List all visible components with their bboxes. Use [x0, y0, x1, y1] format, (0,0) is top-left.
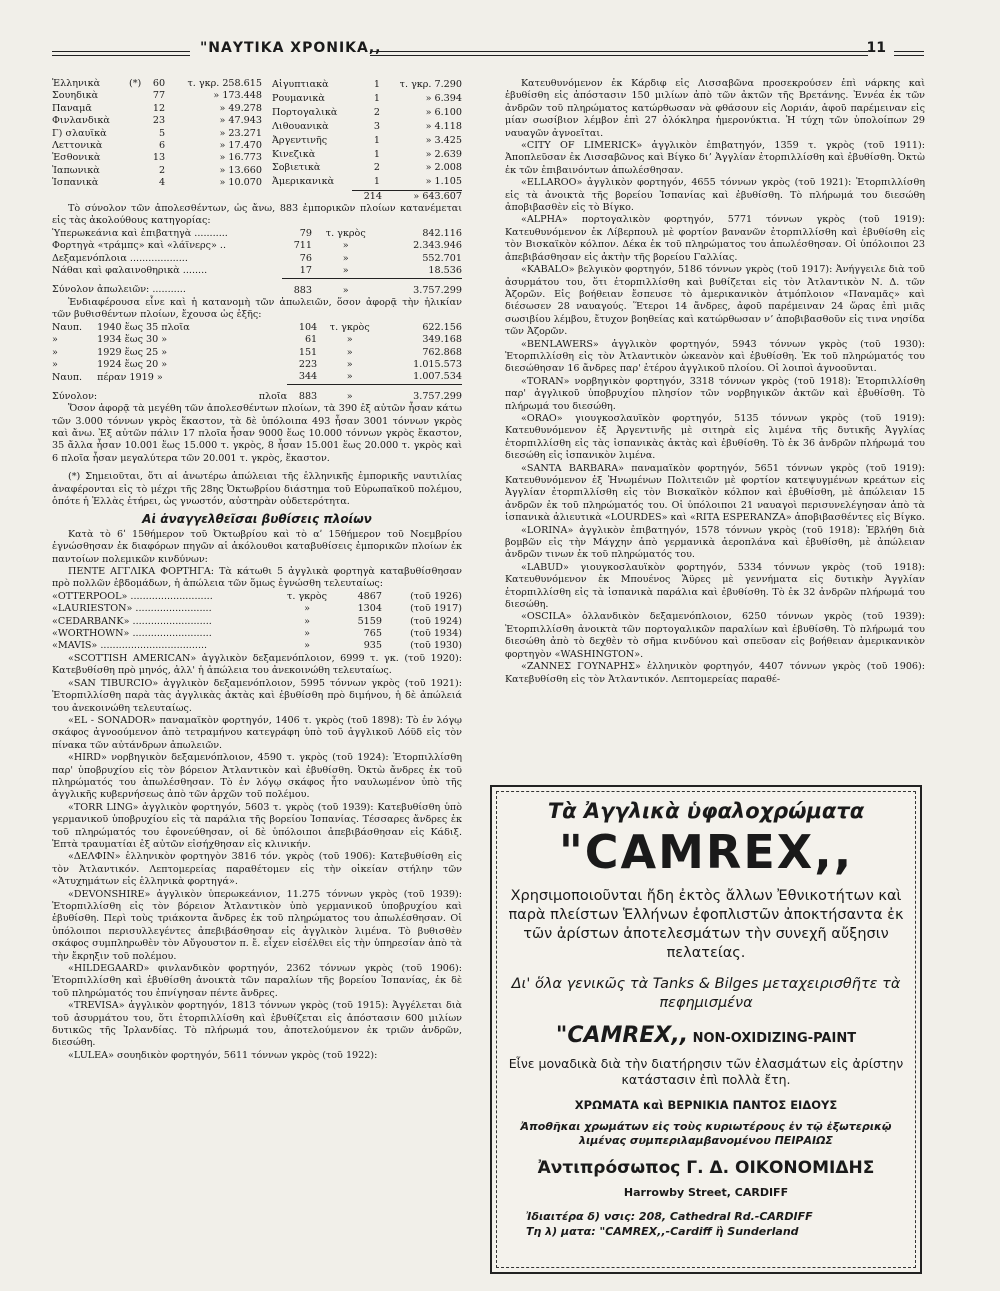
table-cell: 622.156	[422, 321, 462, 333]
table-cell: Ναυπ.	[52, 321, 83, 333]
table-cell: Ἀμερικανικὰ	[272, 176, 335, 188]
table-cell: »	[346, 358, 353, 370]
table-row	[52, 384, 462, 403]
table-cell: 17	[299, 265, 312, 277]
paragraph: Ὅσον ἀφορᾷ τὰ μεγέθη τῶν ἀπολεσθέντων πλοίων, τὰ 390 ἐξ αὐτῶν ἦσαν κάτω τῶν 3.000 τόννων γκρὸς ἕκαστον, τὰ δὲ ὑπόλοιπα 493 ἦσαν 3001 τόννων γκρὸς καὶ ἄνω. Ἐξ αὐτῶν πάλιν 17 πλοῖα ἦσαν 9000 ἕως 10.000 τόννων γκρὸς ἕκαστον, 35 ἄλλα ἦσαν 10.001 ἕως 15.000 τ. γκρὸς, 8 ἦσαν 15.001 ἕως 20.000 τ. γκρὸς καὶ 6 πλοῖα ἦσαν μεγαλύτερα τῶν 20.001 τ. γκρὸς, ἕκαστον.	[52, 403, 462, 464]
table-row	[272, 162, 462, 176]
table-cell: Γ) σλαυϊκὰ	[52, 127, 107, 139]
table-cell: τ. γκρ. 258.615	[187, 78, 262, 89]
table-cell: » 16.773	[219, 152, 262, 164]
table-cell: »	[52, 346, 58, 358]
table-cell: 1934 ἕως 30 »	[97, 334, 168, 346]
paragraph: Κατὰ τὸ 6ʹ 15θήμερον τοῦ Ὀκτωβρίου καὶ τὸ αʹ 15θήμερον τοῦ Νοεμβρίου ἐγνώσθησαν ἐκ διαφόρων πηγῶν αἱ ἀκόλουθοι καταβυθίσεις ἐμπορικῶν πλοίων ἐκ παντοίων πολεμικῶν κινδύνων:	[52, 528, 462, 565]
ad-contact	[506, 1209, 906, 1239]
page-title: "ΝΑΥΤΙΚΑ ΧΡΟΝΙΚΑ,,	[200, 40, 382, 56]
table-cell: «LAURIESTON» .........................	[52, 603, 212, 615]
article-paragraph: «TORAN» νορβηγικὸν φορτηγόν, 3318 τόννων γκρὸς (τοῦ 1918): Ἐτορπιλλίσθη παρ' ἀγγλικοῦ ὑποβρυχίου πλησίον τῶν νορβηγικῶν ἀκτῶν καὶ ἐβυθίσθη. Τὸ πλήρωμά του διεσώθη.	[505, 375, 925, 412]
table-cell: 1.015.573	[413, 358, 462, 370]
table-cell: Φορτηγὰ «τράμπς» καὶ «λάϊνερς» ..	[52, 240, 227, 252]
table-cell: Παναμᾶ	[52, 102, 92, 114]
table-cell: 77	[152, 90, 166, 102]
table-row	[52, 103, 262, 115]
table-cell: 13	[152, 152, 166, 164]
table-cell: (τοῦ 1917)	[410, 603, 462, 615]
table-cell: Ἱσπανικὰ	[52, 177, 99, 189]
table-cell: 883	[287, 384, 317, 403]
table-cell: 18.536	[428, 265, 462, 277]
table-cell	[127, 152, 143, 164]
ad-representative: Ἀντιπρόσωπος Γ. Δ. ΟΙΚΟΝΟΜΙΔΗΣ	[537, 1158, 875, 1178]
table-cell: τ. γκρ. 7.290	[399, 78, 462, 90]
table-cell: 6	[159, 140, 166, 152]
table-cell: »	[304, 603, 310, 615]
ad-office: Ἰδιαιτέρα δ) νσις: 208, Cathedral Rd.-CARDIFF	[526, 1210, 813, 1223]
table-row	[52, 371, 462, 384]
table-cell: 1304	[357, 603, 382, 615]
table-cell: » 6.100	[425, 106, 462, 118]
header-rule-right	[894, 51, 924, 56]
table-cell: Ἀργεντινῆς	[272, 134, 328, 146]
table-cell	[127, 115, 143, 127]
table-cell	[127, 140, 143, 152]
table-cell	[127, 90, 143, 102]
table-cell: πέραν 1919 »	[97, 371, 163, 383]
article-paragraph: «EL - SONADOR» παναμαϊκὸν φορτηγόν, 1406 τ. γκρὸς (τοῦ 1898): Τὸ ἐν λόγῳ σκάφος ἀγνοούμενον ἀπὸ τετραμήνου κατεγράφη ὑπὸ τοῦ ἀγγλικοῦ Λόϋδ εἰς τὸν πίνακα τῶν αὐτάνδρων ἀπωλειῶν.	[52, 714, 462, 751]
table-cell: 1	[373, 78, 380, 90]
nations-total	[52, 190, 462, 203]
ad-address: Harrowby Street, CARDIFF	[623, 1186, 789, 1199]
table-cell: 2	[159, 164, 166, 176]
ad-brand: "CAMREX,,	[558, 825, 854, 879]
nations-table-right	[272, 78, 462, 190]
table-cell: »	[304, 640, 310, 652]
table-cell: 1929 ἕως 25 »	[97, 346, 168, 358]
header-rule-left	[52, 51, 190, 56]
article-paragraph: «LABUD» γιουγκοσλαυϊκὸν φορτηγόν, 5334 τόννων γκρὸς (τοῦ 1918): Κατευθυνόμενον ἐκ Μπουένος Ἄϋρες μὲ γεννήματα εἰς δυτικὴν Ἀγγλίαν ἐτορπιλλίσθη εἰς τὰ ἱσπανικὰ παράλια καὶ ἐβυθίσθη. Τὸ ἐκ 32 ἀνδρῶν πλήρωμά του διεσώθη.	[505, 561, 925, 611]
table-cell: »	[52, 334, 58, 346]
table-cell	[127, 165, 143, 177]
paragraph: ΠΕΝΤΕ ΑΓΓΛΙΚΑ ΦΟΡΤΗΓΑ: Τὰ κάτωθι 5 ἀγγλικὰ φορτηγὰ καταβυθίσθησαν πρὸ πολλῶν ἑβδομάδων, ἡ ἀπώλεια τῶν ὅμως ἐγνώσθη τελευταίως:	[52, 566, 462, 590]
table-cell: 5	[159, 127, 166, 139]
table-cell: » 6.394	[425, 92, 462, 104]
ad-text: Εἶνε μοναδικὰ διὰ τὴν διατήρησιν τῶν ἐλασμάτων εἰς ἀρίστην κατάστασιν ἐπὶ πολλὰ ἔτη.	[508, 1056, 904, 1087]
article-paragraph: «LULEA» σουηδικὸν φορτηγόν, 5611 τόννων γκρὸς (τοῦ 1922):	[68, 1049, 378, 1061]
table-cell: 4867	[357, 590, 382, 602]
right-articles	[505, 78, 925, 686]
table-cell: Ὑπερωκεάνια καὶ ἐπιβατηγὰ ...........	[52, 227, 228, 239]
table-cell: »	[342, 265, 349, 277]
table-row	[272, 78, 462, 92]
nations-table-left	[52, 78, 262, 190]
article-paragraph: «BENLAWERS» ἀγγλικὸν φορτηγόν, 5943 τόννων γκρὸς (τοῦ 1930): Ἐτορπιλλίσθη εἰς τὸν Ἀτλαντικὸν ὠκεανὸν καὶ ἐβυθίσθη. Ἐκ τοῦ πληρώματός του διεσώθησαν 16 ἄνδρες παρ' ἑτέρου ἀγγλικοῦ πλοίου. Οἱ λοιποὶ ἀγνοοῦνται.	[505, 338, 925, 375]
categories-table	[52, 228, 462, 297]
table-cell: 1	[373, 148, 380, 160]
table-cell: 711	[293, 240, 312, 252]
table-cell: (τοῦ 1926)	[410, 590, 462, 602]
article-paragraph: «ELLAROO» ἀγγλικὸν φορτηγόν, 4655 τόννων γκρὸς (τοῦ 1921): Ἐτορπιλλίσθη εἰς τὰ ἀνοικτὰ τῆς βορείου Ἱσπανίας καὶ ἐβυθίσθη. Τὸ πλήρωμά του διεσώθη ἀποβιβασθὲν εἰς τὸ Βίγκο.	[505, 177, 925, 214]
table-cell: 79	[299, 227, 312, 239]
table-cell: »	[346, 346, 353, 358]
right-column	[505, 78, 925, 778]
ad-product-type: NON-OXIDIZING-PAINT	[688, 1031, 857, 1046]
table-cell: Λεττονικὰ	[52, 140, 103, 152]
article-paragraph: «SCOTTISH AMERICAN» ἀγγλικὸν δεξαμενόπλοιον, 6999 τ. γκ. (τοῦ 1920): Κατεβυθίσθη πρὸ μηνός, ἀλλ' ἡ ἀπώλεια του ἀνεκοινώθη τελευταίως.	[52, 652, 462, 677]
table-cell: Αἰγυπτιακὰ	[272, 78, 329, 90]
table-cell: 762.868	[422, 346, 462, 358]
table-row	[52, 177, 262, 189]
paragraph: Τὸ σύνολον τῶν ἀπολεσθέντων, ὡς ἄνω, 883 ἐμπορικῶν πλοίων κατανέμεται εἰς τὰς ἀκολούθους κατηγορίας:	[52, 203, 462, 227]
table-cell: » 1.105	[425, 176, 462, 188]
table-cell: «CEDARBANK» ..........................	[52, 615, 212, 627]
article-paragraph: «ORAO» γιουγκοσλαυϊκὸν φορτηγόν, 5135 τόννων γκρὸς (τοῦ 1919): Κατευθυνόμενον ἐξ Ἀργεντινῆς μὲ σιτηρὰ εἰς λιμένα τῆς δυτικῆς Ἀγγλίας ἐτορπιλλίσθη εἰς τὰς ἱσπανικὰς ἀκτὰς καὶ ἐβυθίσθη. Τὸ ἐκ 36 ἀνδρῶν πλήρωμά του διεσώθη εἰς ἱσπανικὸν λιμένα.	[505, 412, 925, 462]
article-paragraph: «ΖΑΝΝΕΣ ΓΟΥΝΑΡΗΣ» ἑλληνικὸν φορτηγόν, 4407 τόννων γκρὸς (τοῦ 1906): Κατεβυθίσθη εἰς τὸν Ἀτλαντικόν. Λεπτομερείας παραθέ-	[505, 661, 925, 685]
table-cell: 935	[363, 640, 382, 652]
table-cell: » 49.278	[219, 102, 262, 114]
table-cell	[127, 103, 143, 115]
table-cell: Λιθουανικὰ	[272, 120, 329, 132]
table-cell	[127, 177, 143, 189]
table-cell: Σύνολον:	[52, 390, 98, 402]
table-cell: Νάθαι καὶ φαλαινοθηρικὰ ........	[52, 265, 208, 277]
table-cell: Ναυπ.	[52, 371, 83, 383]
table-cell: 552.701	[422, 252, 462, 264]
table-cell: » 2.639	[425, 148, 462, 160]
table-row	[52, 78, 262, 90]
table-cell: 1924 ἕως 20 »	[97, 358, 168, 370]
ad-content	[506, 793, 906, 1239]
camrex-advertisement	[490, 785, 922, 1274]
ad-product	[506, 1023, 906, 1048]
article-paragraph: Κατευθυνόμενον ἐκ Κάρδιφ εἰς Λισσαβῶνα προσεκρούσεν ἐπὶ νάρκης καὶ ἐβυθίσθη εἰς ἀπόστασιν 150 μιλίων ἀπὸ τῶν ἀκτῶν τῆς Βρετάνης. Ἐννέα ἐκ τῶν ἀνδρῶν τοῦ πληρώματος κατώρθωσαν νὰ φθάσουν εἰς Λοριάν, ἀφοῦ παρέμειναν εἰς μίαν σωσίβιον λέμβον ἐπὶ 27 ὁλόκληρα ἡμερονύκτια. Ἡ τύχη τῶν ὑπολοίπων 29 ναυαγῶν ἀγνοεῖται.	[505, 78, 925, 139]
table-cell: 1	[373, 92, 380, 104]
article-paragraph: «CITY OF LIMERICK» ἀγγλικὸν ἐπιβατηγόν, 1359 τ. γκρὸς (τοῦ 1911): Ἀποπλεῦσαν ἐκ Λισσαβῶνος καὶ Βίγκο διʼ Ἀγγλίαν ἐτορπιλλίσθη καὶ ἐβυθίσθη. Ὀκτὼ ἐκ τῶν ἐπιβαινόντων ἀπωλέσθησαν.	[505, 140, 925, 176]
table-cell: »	[346, 334, 353, 346]
table-cell: 3.757.299	[382, 384, 462, 403]
table-cell: 4	[159, 177, 166, 189]
table-row	[52, 591, 462, 603]
table-cell: 104	[298, 321, 318, 333]
table-cell: »	[342, 240, 349, 252]
ad-telegrams: Τη λ) ματα: "CAMREX,,-Cardiff ἢ Sunderland	[526, 1225, 799, 1238]
table-cell: » 13.660	[219, 164, 262, 176]
table-cell: 883	[282, 278, 312, 297]
table-cell: Κινεζικὰ	[272, 148, 316, 160]
header-rule-middle	[370, 51, 868, 56]
left-column	[52, 78, 462, 1062]
table-cell: » 2.008	[425, 162, 462, 174]
table-row	[272, 92, 462, 106]
table-row	[52, 90, 262, 102]
ad-text: ΧΡΩΜΑΤΑ καὶ ΒΕΡΝΙΚΙΑ ΠΑΝΤΟΣ ΕΙΔΟΥΣ	[574, 1098, 838, 1112]
table-cell: τ. γκρὸς	[287, 590, 327, 602]
table-cell: 5159	[357, 615, 382, 627]
table-row	[52, 140, 262, 152]
table-cell: 1940 ἕως 35 πλοῖα	[97, 321, 190, 333]
table-cell: 344	[298, 371, 318, 383]
table-cell: (τοῦ 1930)	[410, 640, 462, 652]
table-cell: »	[317, 384, 382, 403]
table-row	[272, 148, 462, 162]
table-cell: Σοβιετικὰ	[272, 162, 321, 174]
table-cell: » 47.943	[219, 115, 262, 127]
table-cell: » 173.448	[213, 90, 262, 102]
table-cell: »	[304, 628, 310, 640]
ages-table	[52, 322, 462, 403]
table-cell: 1	[373, 134, 380, 146]
table-cell: 1	[373, 176, 380, 188]
table-cell: Φινλανδικὰ	[52, 115, 110, 127]
article-paragraph: «OSCILA» ὁλλανδικὸν δεξαμενόπλοιον, 6250 τόννων γκρὸς (τοῦ 1939): Ἐτορπιλλίσθη ἀνοικτὰ τῶν πορτογαλικῶν παραλίων καὶ ἐβυθίσθη. Τὸ πλήρωμά του διεσώθη ἀπὸ τὸ δεχθὲν τὸ σῆμα κινδύνου καὶ σπεῦσαν εἰς βοήθειαν ἀμερικανικὸν φορτηγὸν «WASHINGTON».	[505, 611, 925, 660]
page-header	[52, 40, 924, 64]
ad-product-brand: "CAMREX,,	[555, 1023, 689, 1048]
table-row	[52, 152, 262, 164]
article-paragraph: «DEVONSHIRE» ἀγγλικὸν ὑπερωκεάνιον, 11.275 τόννων γκρὸς (τοῦ 1939): Ἐτορπιλλίσθη εἰς τὸν βόρειον Ἀτλαντικὸν ὑπὸ γερμανικοῦ ὑποβρυχίου καὶ ἐβυθίσθη. Περὶ τοὺς τριάκοντα ἄνδρες ἐκ τοῦ πληρώματος του ἀπωλέσθησαν. Οἱ ὑπόλοιποι περισυλλεγέντες ἀπεβιβάσθησαν εἰς ἀγγλικὸν λιμένα. Τὸ βυθισθὲν σκάφος συμπληρωθὲν τὸν Αὔγουστον π. ἔ. εἶχεν εἰσέλθει εἰς τὴν ὑπηρεσίαν ἀπὸ τὰ τὴν ἔκρηξιν τοῦ πολέμου.	[52, 888, 462, 962]
table-cell: 23	[152, 115, 166, 127]
article-paragraph: «HIRD» νορβηγικὸν δεξαμενόπλοιον, 4590 τ. γκρὸς (τοῦ 1924): Ἐτορπιλλίσθη παρ' ὑποβρυχίου εἰς τὸν βόρειον Ἀτλαντικὸν καὶ ἐβυθίσθη. Ὀκτὼ ἄνδρες ἐκ τοῦ πληρώματός του ἀπωλέσθησαν. Τὸ ἐν λόγῳ σκάφος ἦτο ναυλωμένον ὑπὸ τῆς ἀγγλικῆς κυβερνήσεως ἀπὸ τῶν ἀρχῶν τοῦ πολέμου.	[52, 752, 462, 801]
article-paragraph: «TREVISA» ἀγγλικὸν φορτηγόν, 1813 τόννων γκρὸς (τοῦ 1915): Ἀγγέλεται διὰ τοῦ ἀσυρμάτου του, ὅτι ἐτορπιλλίσθη καὶ ἐβυθίζεται εἰς ἀπόστασιν 600 μιλίων δυτικῶς τῆς Ἰρλανδίας. Τὸ πλήρωμά του, ἀποτελούμενον ἐκ τριῶν ἀνδρῶν, διεσώθη.	[52, 1000, 462, 1049]
table-cell: 2	[373, 106, 380, 118]
table-cell: πλοῖα	[258, 390, 288, 402]
footnote: (*) Σημειοῦται, ὅτι αἱ ἀνωτέρω ἀπώλειαι τῆς ἑλληνικῆς ἐμπορικῆς ναυτιλίας ἀναφέρονται εἰς τὸ μέχρι τῆς 28ης Ὀκτωβρίου διάστημα τοῦ Εὐρωπαϊκοῦ πολέμου, ὁπότε ἡ Ἑλλὰς ἐτήρει, ὡς γνωστόν, αὐστηρὰν οὐδετερότητα.	[52, 471, 462, 507]
table-row	[272, 176, 462, 190]
table-cell: » 10.070	[219, 177, 262, 189]
table-cell: (*)	[129, 78, 142, 89]
article-paragraph: «ΔΕΛΦΙΝ» ἑλληνικὸν φορτηγὸν 3816 τόν. γκρὸς (τοῦ 1906): Κατεβυθίσθη εἰς τὸν Ἀτλαντικόν. Λεπτομερείας παραθέτομεν εἰς τὴν οἰκείαν στήλην τῶν «Ἀτυχημάτων εἰς ἑλληνικὰ φορτηγά».	[52, 851, 462, 888]
table-row	[52, 253, 462, 265]
table-cell: 61	[304, 334, 318, 346]
table-cell: Ἰαπωνικὰ	[52, 164, 100, 176]
ad-text: Δι' ὅλα γενικῶς τὰ Tanks & Bilges μεταχειρισθῆτε τὰ πεφημισμένα	[511, 976, 901, 1011]
table-cell: 223	[298, 358, 318, 370]
table-row	[52, 165, 262, 177]
left-articles	[52, 653, 462, 1062]
table-cell: 2	[373, 162, 380, 174]
table-cell: 1.007.534	[413, 371, 462, 383]
table-row	[52, 265, 462, 278]
ships-table	[52, 591, 462, 653]
table-row	[52, 628, 462, 640]
table-cell: 3	[373, 120, 380, 132]
paragraph: Ἐνδιαφέρουσα εἶνε καὶ ἡ κατανομὴ τῶν ἀπωλειῶν, ὅσον ἀφορᾷ τὴν ἡλικίαν τῶν βυθισθέντων πλοίων, ἔχουσα ὡς ἑξῆς:	[52, 296, 462, 321]
article-paragraph: «SAN TIBURCIO» ἀγγλικὸν δεξαμενόπλοιον, 5995 τόννων γκρὸς (τοῦ 1921): Ἐτορπιλλίσθη παρὰ τὰς ἀγγλικὰς ἀκτὰς καὶ ἐβυθίσθη πρὸ διμήνου, ἡ δὲ ἀπώλειά του ἀνεκοινώθη τελευταίως.	[52, 677, 462, 714]
table-row	[52, 128, 262, 140]
nations-block	[52, 78, 462, 190]
table-cell: Ἐσθονικὰ	[52, 152, 101, 164]
table-cell: 765	[363, 628, 382, 640]
table-row	[52, 278, 462, 297]
table-cell	[127, 128, 143, 140]
article-paragraph: «KABALO» βελγικὸν φορτηγόν, 5186 τόννων γκρὸς (τοῦ 1917): Ἀνήγγειλε διὰ τοῦ ἀσυρμάτου του, ὅτι ἐτορπιλλίσθη καὶ βυθίζεται εἰς τὸν Ἀτλαντικὸν Ν. Δ. τῶν Ἀζορῶν. Εἰς βοήθειαν ἔσπευσε τὸ ἀμερικανικὸν ἀτμόπλοιον «Παναμᾶς» καὶ διέσωσεν 28 ναυαγούς. Ἕτεροι 14 ἄνδρες, ἀφοῦ παρέμειναν 24 ὥρας ἐπὶ μιᾶς σωσιβίου λέμβου, ἔτυχον βοηθείας καὶ κατώρθωσαν νʼ ἀποβιβασθοῦν εἰς τινα νησίδα τῶν Ἀζορῶν.	[505, 264, 925, 338]
table-cell: (τοῦ 1934)	[410, 628, 462, 640]
table-row	[272, 120, 462, 134]
table-cell: 12	[152, 102, 166, 114]
page-number: 11	[866, 40, 886, 56]
table-cell: »	[52, 358, 58, 370]
article-paragraph: «TORR LING» ἀγγλικὸν φορτηγόν, 5603 τ. γκρὸς (τοῦ 1939): Κατεβυθίσθη ὑπὸ γερμανικοῦ ὑποβρυχίου εἰς τὰ παράλια τῆς βορείου Ἱσπανίας. Τέσσαρες ἄνδρες ἐκ τοῦ πληρώματός του ἐφονεύθησαν, οἱ δὲ ὑπόλοιποι ἀπεβιβάσθησαν εἰς Κάδιξ. Ἑπτὰ τραυματίαι ἐξ αὐτῶν εἰσήχθησαν εἰς κλινικήν.	[52, 801, 462, 850]
ad-headline: Τὰ Ἀγγλικὰ ὑφαλοχρώματα	[547, 799, 865, 823]
table-cell: τ. γκρὸς	[329, 321, 370, 333]
table-cell: 2.343.946	[413, 240, 462, 252]
table-cell: » 4.118	[425, 120, 462, 132]
table-cell: »	[342, 252, 349, 264]
table-cell: 3.757.299	[379, 278, 462, 297]
table-row	[52, 322, 462, 334]
table-cell: (τοῦ 1924)	[410, 615, 462, 627]
table-cell: 151	[298, 346, 318, 358]
table-row	[52, 240, 462, 252]
table-row	[52, 115, 262, 127]
table-row	[52, 603, 462, 615]
article-paragraph: «SANTA BARBARA» παναμαϊκὸν φορτηγόν, 5651 τόννων γκρὸς (τοῦ 1919): Κατευθυνόμενον ἐξ Ἠνωμένων Πολιτειῶν μὲ φορτίον κατεψυγμένων κρεάτων εἰς Ἀγγλίαν ἐτορπιλλίσθη εἰς τὸν Βισκαϊκὸν κόλπον καὶ ἐβυθίσθη, μὲ ἀπώλειαν 15 ἀνδρῶν ἐκ τοῦ πληρώματός του. Οἱ ὑπόλοιποι 21 ναυαγοὶ περισυνελέγησαν ἀπὸ τὰ ἱσπανικὰ ἁλιευτικὰ «LOURDES» καὶ «RITA ESPERANZA» ἀποβιβασθέντες εἰς Βίγκο.	[505, 462, 925, 524]
article-paragraph: «HILDEGAARD» φινλανδικὸν φορτηγόν, 2362 τόννων γκρὸς (τοῦ 1906): Ἐτορπιλλίσθη καὶ ἐβυθίσθη ἀνοικτὰ τῶν παραλίων τῆς βορείου Ἱσπανίας, ἐκ δὲ τοῦ πληρώματός του ἐπνίγησαν πέντε ἄνδρες.	[52, 963, 462, 999]
table-cell: » 17.470	[219, 140, 262, 152]
nations-total-tonnage: » 643.607	[382, 190, 462, 203]
article-paragraph: «ALPHA» πορτογαλικὸν φορτηγόν, 5771 τόννων γκρὸς (τοῦ 1919): Κατευθυνόμενον ἐκ Λίβερπουλ μὲ φορτίον βανανῶν ἐτορπιλλίσθη καὶ ἐβυθίσθη εἰς τὸν Βισκαϊκὸν κόλπον. Δέκα ἐκ τοῦ πληρώματος του ἀπωλέσθησαν. Οἱ ὑπόλοιποι 23 ἀπεβιβάσθησαν εἰς ἀκτὴν τῆς βορείου Γαλλίας.	[505, 214, 925, 263]
section-heading: Αἱ ἀναγγελθεῖσαι βυθίσεις πλοίων	[142, 512, 372, 527]
table-row	[272, 106, 462, 120]
nations-total-count: 214	[352, 190, 382, 203]
table-cell: 60	[152, 78, 166, 89]
table-cell: 842.116	[422, 227, 462, 239]
table-cell: » 23.271	[219, 127, 262, 139]
table-cell: τ. γκρὸς	[325, 227, 366, 239]
table-row	[52, 347, 462, 359]
table-cell: Ρουμανικὰ	[272, 92, 325, 104]
table-row	[52, 359, 462, 371]
article-paragraph: «LORINA» ἀγγλικὸν ἐπιβατηγόν, 1578 τόννων γκρὸς (τοῦ 1918): Ἐβλήθη διὰ βομβῶν εἰς τὴν Μάγχην ἀπὸ γερμανικὰ ἀεροπλάνα καὶ ἐβυθίσθη, μὲ ἀπώλειαν ἀνδρῶν τινων ἐκ τοῦ πληρώματός του.	[505, 524, 925, 561]
table-cell: Δεξαμενόπλοια ...................	[52, 252, 188, 264]
table-cell: » 3.425	[425, 134, 462, 146]
table-row	[52, 616, 462, 628]
table-cell: 76	[299, 252, 312, 264]
table-row	[272, 134, 462, 148]
ad-text: Ἀποθῆκαι χρωμάτων εἰς τοὺς κυριωτέρους ἐν τῷ ἐξωτερικῷ λιμένας συμπεριλαμβανομένου ΠΕΙΡΑΙΩΣ	[520, 1120, 892, 1147]
table-cell: «MAVIS» ...................................	[52, 640, 208, 652]
table-cell: Ἑλληνικὰ	[52, 78, 101, 89]
table-cell: «WORTHOWN» ..........................	[52, 628, 212, 640]
table-cell: 349.168	[422, 334, 462, 346]
ad-text: Χρησιμοποιοῦνται ἤδη ἐκτὸς ἄλλων Ἐθνικοτήτων καὶ παρὰ πλείστων Ἑλλήνων ἐφοπλιστῶν ἀποκτήσαντα ἐκ τῶν ἀρίστων ἀποτελεσμάτων τὴν συνεχῆ αὔξησιν πελατείας.	[508, 888, 904, 961]
table-cell: Πορτογαλικὰ	[272, 106, 338, 118]
table-row	[52, 228, 462, 240]
table-cell: Σύνολον ἀπωλειῶν: ...........	[52, 284, 186, 296]
table-row	[52, 640, 462, 652]
table-cell: »	[346, 371, 353, 383]
table-cell: »	[312, 278, 379, 297]
table-cell: Σουηδικὰ	[52, 90, 99, 102]
table-cell: »	[304, 615, 310, 627]
table-cell: «OTTERPOOL» ...........................	[52, 590, 213, 602]
table-row	[52, 334, 462, 346]
